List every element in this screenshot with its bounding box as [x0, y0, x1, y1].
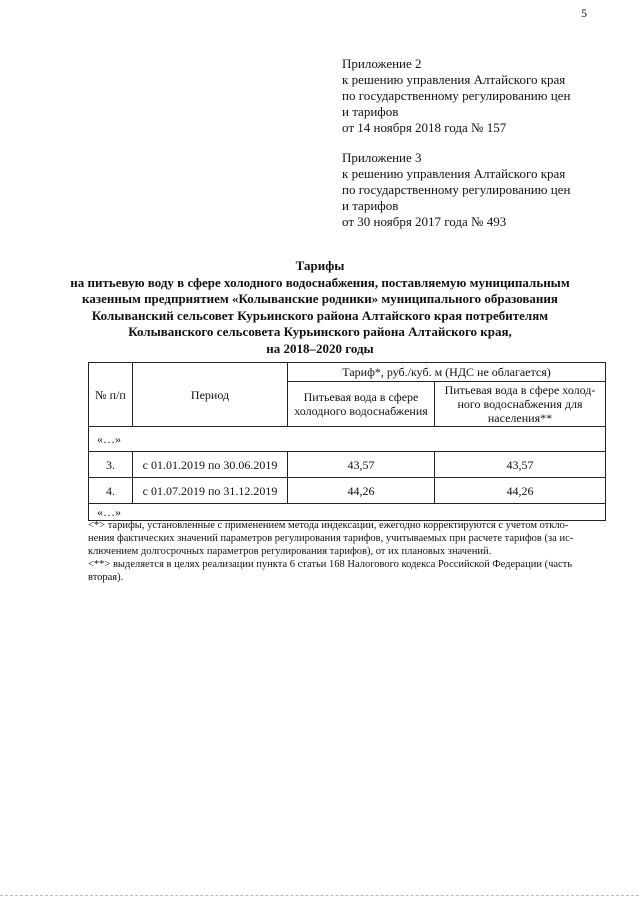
appendix-line: к решению управления Алтайского края — [342, 72, 566, 87]
row-period: с 01.07.2019 по 31.12.2019 — [133, 478, 288, 504]
footnotes — [88, 519, 608, 584]
document-title — [60, 258, 580, 357]
title-line: на питьевую воду в сфере холодного водоснабжения, поставляемую муниципальным — [70, 274, 570, 290]
ellipsis-row-bottom: «…» — [89, 504, 606, 521]
title-line: на 2018–2020 годы — [266, 340, 374, 356]
table-row — [89, 478, 606, 504]
appendix-line: Приложение 2 — [342, 56, 422, 71]
ellipsis-row-top: «…» — [89, 427, 606, 452]
page-bottom-divider — [0, 895, 639, 896]
table-row — [89, 452, 606, 478]
appendix-line: и тарифов — [342, 104, 399, 119]
appendix-line: от 30 ноября 2017 года № 493 — [342, 214, 507, 229]
header-tariff: Тариф*, руб./куб. м (НДС не облагается) — [288, 363, 606, 382]
appendix-line: по государственному регулированию цен — [342, 182, 571, 197]
header-line: Питьевая вода в сфере — [303, 390, 419, 404]
appendix-line: от 14 ноября 2018 года № 157 — [342, 120, 507, 135]
appendix-3-header — [342, 150, 570, 230]
header-line: населения** — [487, 411, 553, 425]
appendix-line: по государственному регулированию цен — [342, 88, 571, 103]
header-line: холодного водоснабжения — [294, 404, 428, 418]
header-line: ного водоснабжения для — [457, 397, 583, 411]
title-line: Тарифы — [295, 258, 345, 273]
footnote-line: ключением долгосрочных параметров регулирования тарифов), от их плановых значений. — [88, 546, 492, 557]
title-line: казенным предприятием «Колыванские родники» муниципального образования — [82, 291, 558, 306]
header-drinking-water-population — [435, 382, 606, 427]
row-tariff-1: 44,26 — [288, 478, 435, 504]
title-line: Колыванский сельсовет Курьинского района Алтайского края потребителям — [91, 307, 549, 323]
appendix-line: к решению управления Алтайского края — [342, 166, 566, 181]
appendix-line: Приложение 3 — [342, 150, 422, 165]
footnote-line: вторая). — [88, 572, 124, 583]
header-drinking-water — [288, 382, 435, 427]
row-tariff-1: 43,57 — [288, 452, 435, 478]
row-number: 4. — [89, 478, 133, 504]
footnote-line: <*> тарифы, установленные с применением метода индексации, ежегодно корректируются с учетом откло- — [88, 520, 569, 531]
row-number: 3. — [89, 452, 133, 478]
appendix-line: и тарифов — [342, 198, 399, 213]
appendix-2-header — [342, 56, 570, 136]
header-period: Период — [133, 363, 288, 427]
footnote-line: нения фактических значений параметров регулирования тарифов, учитываемых при расчете тарифов (за ис- — [88, 533, 574, 544]
tariff-table — [88, 362, 606, 521]
page-number: 5 — [581, 6, 587, 20]
row-period: с 01.01.2019 по 30.06.2019 — [133, 452, 288, 478]
title-line: Колыванского сельсовета Курьинского района Алтайского края, — [128, 324, 512, 339]
footnote-line: <**> выделяется в целях реализации пункта 6 статьи 168 Налогового кодекса Российской Федерации (часть — [88, 559, 573, 570]
header-number: № п/п — [89, 363, 133, 427]
header-line: Питьевая вода в сфере холод- — [444, 383, 596, 397]
row-tariff-2: 44,26 — [435, 478, 606, 504]
row-tariff-2: 43,57 — [435, 452, 606, 478]
